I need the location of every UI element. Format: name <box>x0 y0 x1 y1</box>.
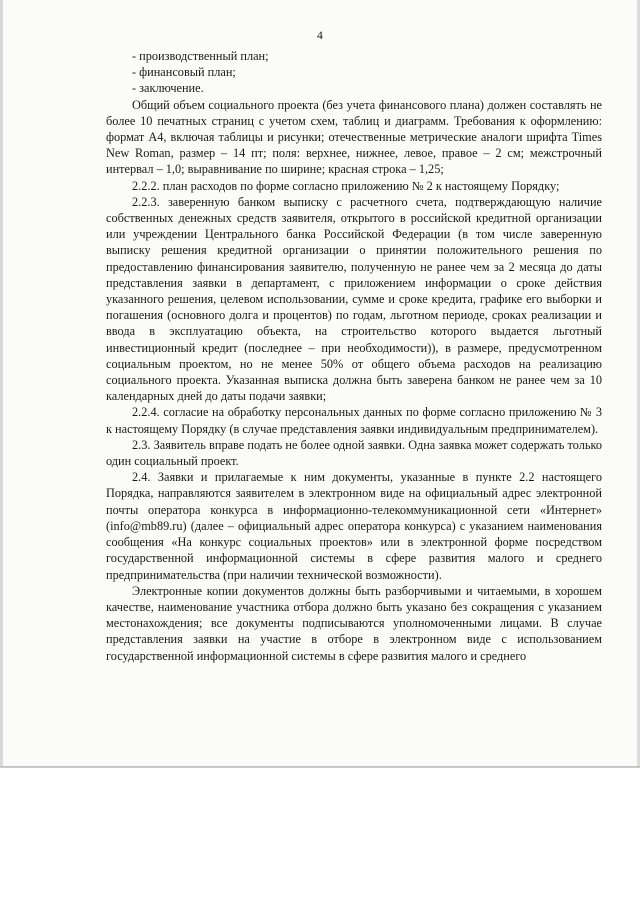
paragraph-project-volume: Общий объем социального проекта (без учета финансового плана) должен составлять не более 10 печатных страниц с учетом схем, таблиц и диаграмм. Требования к оформлению: формат А4, включая таблицы и рисунки; отечественные метрические аналоги шрифта Times New Roman, размер – 14 пт; поля: верхнее, нижнее, левое, правое – 2 см; межстрочный интервал – 1,0; выравнивание по ширине; красная строка – 1,25; <box>106 97 602 177</box>
list-item: - финансовый план; <box>132 65 236 80</box>
document-body <box>106 48 602 664</box>
paragraph-2-4: 2.4. Заявки и прилагаемые к ним документы, указанные в пункте 2.2 настоящего Порядка, направляются заявителем в электронном виде на официальный адрес электронной почты оператора конкурса в информационно-телекоммуникационной сети «Интернет» (info@mb89.ru) (далее – официальный адрес оператора конкурса) с указанием наименования сообщения «На конкурс социальных проектов» или в электронной форме посредством государственной информационной системы в сфере развития малого и среднего предпринимательства (при наличии технической возможности). <box>106 470 602 582</box>
scan-edge-left <box>0 0 3 768</box>
paragraph-electronic-copies: Электронные копии документов должны быть разборчивыми и читаемыми, в хорошем качестве, наименование участника отбора должно быть указано без сокращения с указанием местонахождения; все документы подписываются уполномоченными лицами. В случае представления заявки на участие в отборе в электронном виде с использованием государственной информационной системы в сфере развития малого и среднего <box>106 583 602 663</box>
list-item: - производственный план; <box>132 49 269 63</box>
list-item: - заключение. <box>132 81 204 96</box>
paragraph-2-2-3: 2.2.3. заверенную банком выписку с расчетного счета, подтверждающую наличие собственных денежных средств заявителя, открытого в российской кредитной организации или учреждении Центрального банка Российской Федерации (в том числе заверенную выписку решения кредитной организации о принятии положительного решения по предоставлению финансирования заявителю, полученную не ранее чем за 2 месяца до даты представления заявки в департамент, с приложением информации о сроке действия указанного решения, целевом использовании, сумме и сроке кредита, графике его выборки и погашения (основного долга и процентов) по годам, льготном периоде, сроках реализации и ввода в эксплуатацию объекта, на строительство которого выдается льготный инвестиционный кредит (последнее – при необходимости)), в размере, предусмотренном социальным проектом, но не менее 50% от общего объема расходов на реализацию социального проекта. Указанная выписка должна быть заверена банком не ранее чем за 10 календарных дней до даты подачи заявки; <box>106 194 602 404</box>
page-number: 4 <box>316 28 324 42</box>
paragraph-2-2-4: 2.2.4. согласие на обработку персональных данных по форме согласно приложению № 3 к настоящему Порядку (в случае представления заявки индивидуальным предпринимателем). <box>106 405 602 436</box>
paragraph-2-2-2: 2.2.2. план расходов по форме согласно приложению № 2 к настоящему Порядку; <box>132 178 560 193</box>
scan-edge-bottom <box>0 766 640 768</box>
paragraph-2-3: 2.3. Заявитель вправе подать не более одной заявки. Одна заявка может содержать только один социальный проект. <box>106 437 602 469</box>
